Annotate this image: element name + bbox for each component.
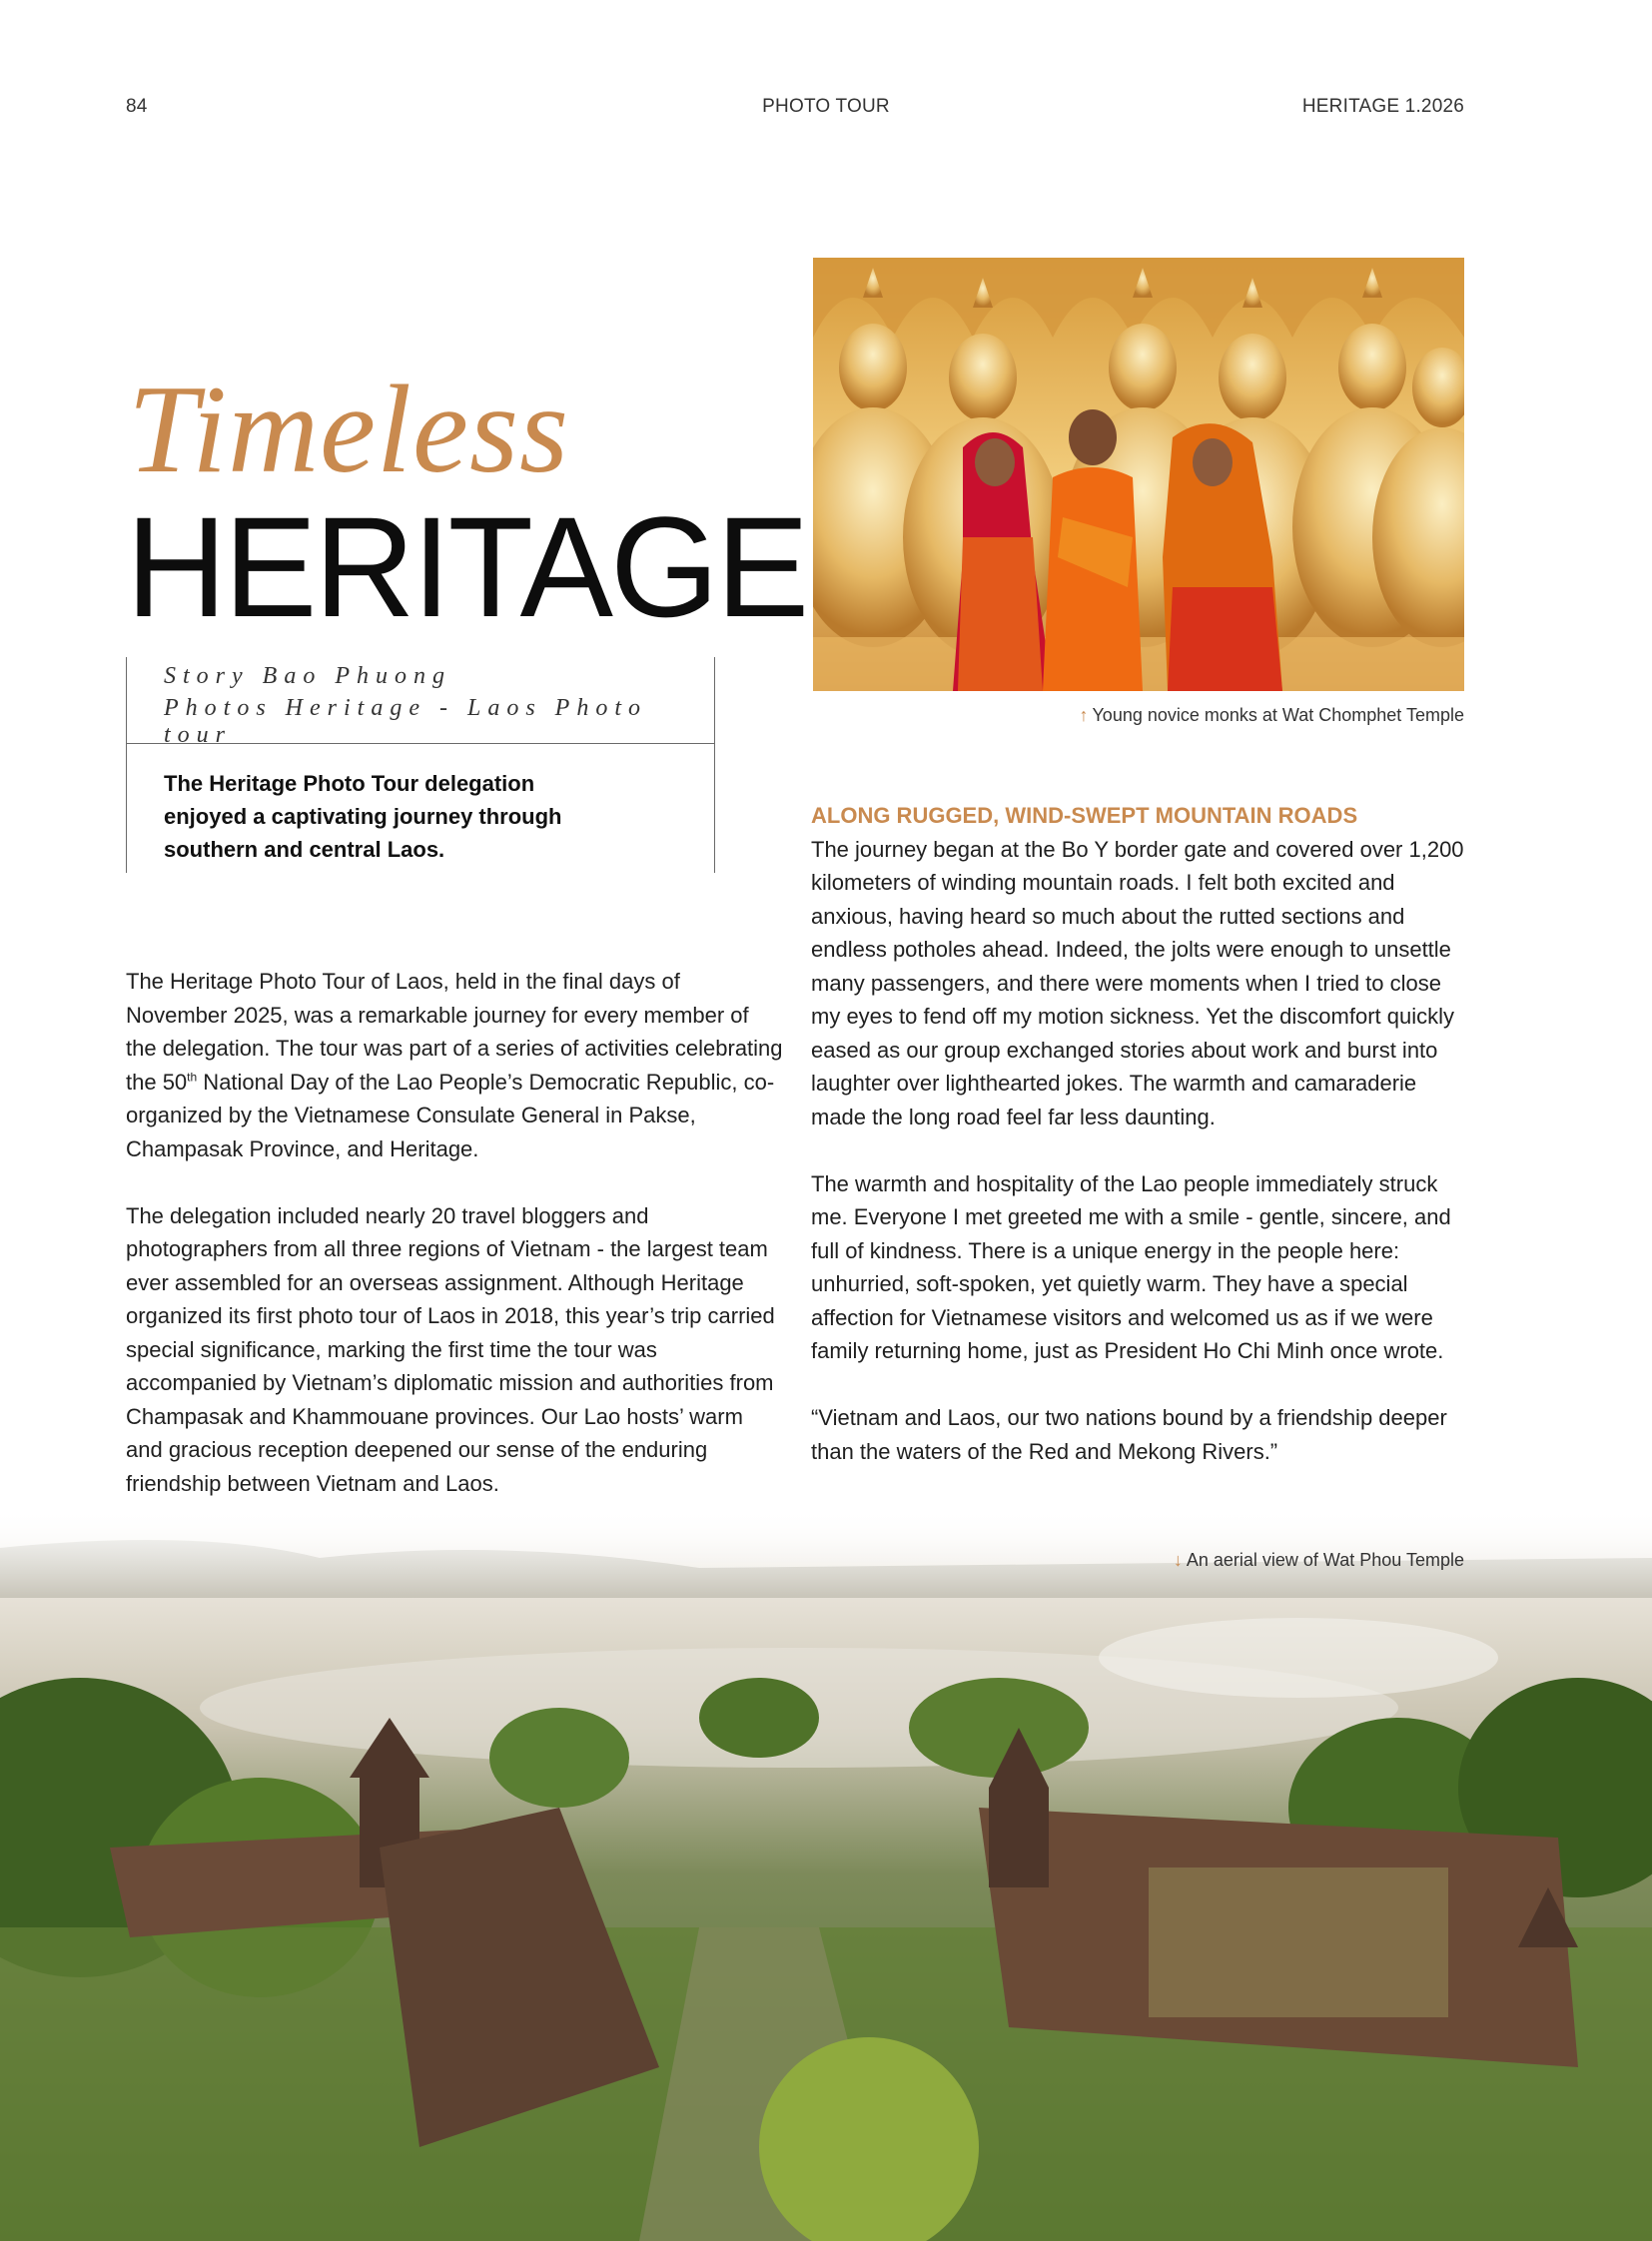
left-paragraph-1 xyxy=(126,965,785,1165)
page-number: 84 xyxy=(126,96,148,117)
photos-credit: Photos Heritage - Laos Photo tour xyxy=(164,695,647,748)
issue-label: HERITAGE 1.2026 xyxy=(1301,96,1464,117)
monks-illustration xyxy=(813,258,1464,691)
story-credit: Story Bao Phuong xyxy=(164,663,451,689)
arrow-down-icon: ↓ xyxy=(1173,1550,1183,1570)
credits-rule-left xyxy=(126,657,127,873)
title-timeless: Timeless xyxy=(128,361,570,499)
left-column xyxy=(126,965,785,1534)
right-paragraph-1: The journey began at the Bo Y border gate and covered over 1,200 kilometers of winding mountain roads. I felt both excited and anxious, having heard so much about the rutted sections and endless potholes ahead. Indeed, the jolts were enough to unsettle many passengers, and there were moments when I tried to close my eyes to fend off my motion sickness. Yet the discomfort quickly eased as our group exchanged stories about work and burst into laughter over lighthearted jokes. The warmth and camaraderie made the long road feel far less daunting. xyxy=(811,836,1464,1129)
aerial-photo xyxy=(0,1508,1652,2241)
aerial-caption xyxy=(1174,1550,1464,1571)
credits-box xyxy=(126,657,715,873)
title-heritage: HERITAGE xyxy=(126,486,807,647)
lede: The Heritage Photo Tour delegation enjoyed a captivating journey through southern and central Laos. xyxy=(164,771,562,862)
monks-caption xyxy=(1079,705,1464,726)
ordinal-superscript: th xyxy=(187,1070,198,1085)
arrow-up-icon: ↑ xyxy=(1079,705,1089,725)
credits-rule-right xyxy=(714,657,715,873)
left-paragraph-2: The delegation included nearly 20 travel bloggers and photographers from all three regions of Vietnam - the largest team ever assembled for an overseas assignment. Although Heritage organized its first photo tour of Laos in 2018, this year’s trip carried special significance, marking the first time the tour was accompanied by Vietnam’s diplomatic mission and authorities from Champasak and Khammouane provinces. Our Lao hosts’ warm and gracious reception deepened our sense of the enduring friendship between Vietnam and Laos. xyxy=(126,1202,775,1496)
left-paragraph-1-a: The Heritage Photo Tour of Laos, held in the final days of November 2025, was a remarkable journey for every member of the delegation. The tour was part of a series of activities celebrating the 50 xyxy=(126,969,783,1095)
aerial-illustration xyxy=(0,1508,1652,2241)
left-paragraph-1-b: National Day of the Lao People’s Democratic Republic, co-organized by the Vietnamese Consulate General in Pakse, Champasak Province, and Heritage. xyxy=(126,1069,775,1161)
right-column xyxy=(811,799,1470,1502)
section-subhead: ALONG RUGGED, WIND-SWEPT MOUNTAIN ROADS xyxy=(811,803,1358,828)
section-label: PHOTO TOUR xyxy=(762,96,890,117)
monks-photo xyxy=(813,258,1464,691)
right-paragraph-2: The warmth and hospitality of the Lao people immediately struck me. Everyone I met greeted me with a smile - gentle, sincere, and full of kindness. There is a unique energy in the people here: unhurried, soft-spoken, yet quietly warm. They have a special affection for Vietnamese visitors and welcomed us as if we were family returning home, just as President Ho Chi Minh once wrote. xyxy=(811,1170,1451,1363)
right-paragraph-3: “Vietnam and Laos, our two nations bound by a friendship deeper than the waters of the Red and Mekong Rivers.” xyxy=(811,1405,1447,1464)
monks-caption-text: Young novice monks at Wat Chomphet Temple xyxy=(1092,705,1464,725)
aerial-caption-text: An aerial view of Wat Phou Temple xyxy=(1186,1550,1464,1570)
